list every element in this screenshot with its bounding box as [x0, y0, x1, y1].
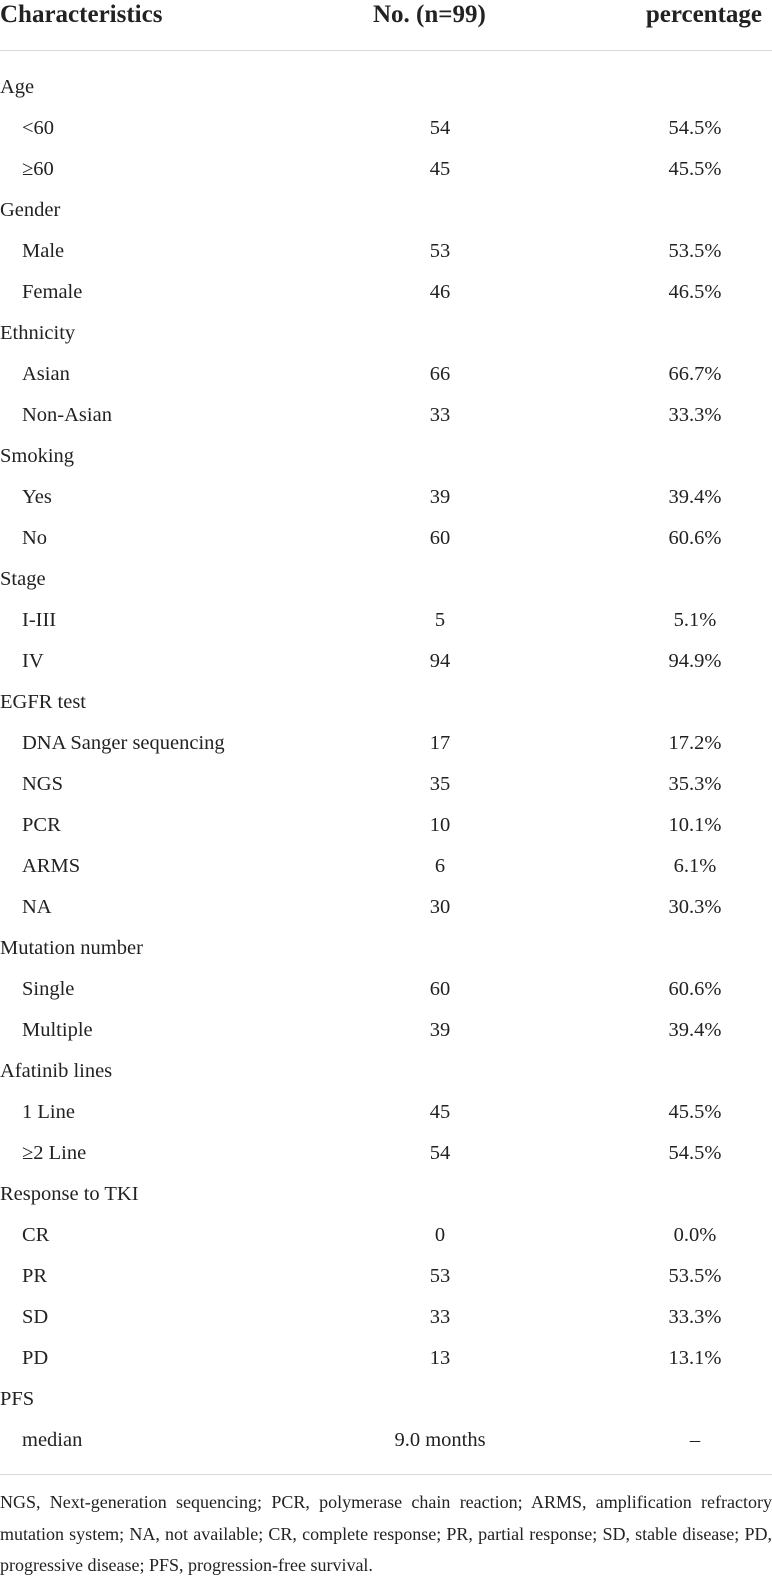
- row-number: 39: [429, 1019, 451, 1041]
- row-label: SD: [22, 1306, 49, 1328]
- table-group-row: [0, 559, 772, 600]
- table-group-row: [0, 313, 772, 354]
- row-label: Asian: [22, 363, 70, 385]
- group-label: Response to TKI: [0, 1183, 139, 1205]
- row-number: 35: [429, 773, 451, 795]
- table-group-row: [0, 190, 772, 231]
- row-number: 13: [429, 1347, 451, 1369]
- row-label: ARMS: [22, 855, 81, 877]
- group-label: Stage: [0, 568, 46, 590]
- table-row: [0, 518, 772, 559]
- row-percentage: 60.6%: [668, 978, 722, 1000]
- row-number: 60: [429, 527, 451, 549]
- row-percentage: 5.1%: [673, 609, 717, 631]
- table-group-row: [0, 682, 772, 723]
- table-row: [0, 723, 772, 764]
- row-percentage: 13.1%: [668, 1347, 722, 1369]
- table-row: [0, 1338, 772, 1379]
- row-label: median: [22, 1429, 83, 1451]
- row-percentage: 10.1%: [668, 814, 722, 836]
- row-label: CR: [22, 1224, 50, 1246]
- group-label: Afatinib lines: [0, 1060, 113, 1082]
- group-label: Age: [0, 76, 35, 98]
- row-number: 10: [429, 814, 451, 836]
- table-row: [0, 108, 772, 149]
- row-percentage: –: [689, 1429, 701, 1451]
- group-label: Mutation number: [0, 937, 143, 959]
- table-row: [0, 477, 772, 518]
- table-row: [0, 1133, 772, 1174]
- table-row: [0, 1420, 772, 1461]
- row-percentage: 45.5%: [668, 158, 722, 180]
- group-label: Gender: [0, 199, 61, 221]
- row-number: 5: [434, 609, 446, 631]
- table-group-row: [0, 1174, 772, 1215]
- row-number: 66: [429, 363, 451, 385]
- row-label: I-III: [22, 609, 57, 631]
- table-row: [0, 805, 772, 846]
- header-characteristics: Characteristics: [0, 1, 163, 28]
- table-row: [0, 846, 772, 887]
- row-percentage: 60.6%: [668, 527, 722, 549]
- table-group-row: [0, 1379, 772, 1420]
- row-percentage: 54.5%: [668, 117, 722, 139]
- group-label: PFS: [0, 1388, 35, 1410]
- group-label: EGFR test: [0, 691, 86, 713]
- table-row: [0, 887, 772, 928]
- row-number: 53: [429, 240, 451, 262]
- table-body: [0, 67, 772, 1461]
- row-number: 60: [429, 978, 451, 1000]
- row-label: Single: [22, 978, 75, 1000]
- row-number: 54: [429, 117, 451, 139]
- row-number: 6: [434, 855, 446, 877]
- table-header: [0, 0, 772, 51]
- row-percentage: 30.3%: [668, 896, 722, 918]
- row-number: 46: [429, 281, 451, 303]
- table-row: [0, 1215, 772, 1256]
- row-percentage: 0.0%: [673, 1224, 717, 1246]
- row-number: 45: [429, 1101, 451, 1123]
- row-number: 94: [429, 650, 451, 672]
- table-row: [0, 1092, 772, 1133]
- row-number: 9.0 months: [394, 1429, 486, 1451]
- table-row: [0, 600, 772, 641]
- row-label: Multiple: [22, 1019, 93, 1041]
- row-percentage: 46.5%: [668, 281, 722, 303]
- row-label: Non-Asian: [22, 404, 112, 426]
- table-group-row: [0, 436, 772, 477]
- row-number: 54: [429, 1142, 451, 1164]
- row-label: <60: [22, 117, 55, 139]
- row-label: Yes: [22, 486, 52, 508]
- row-label: PCR: [22, 814, 61, 836]
- table-row: [0, 395, 772, 436]
- table-row: [0, 969, 772, 1010]
- table-group-row: [0, 928, 772, 969]
- row-percentage: 53.5%: [668, 1265, 722, 1287]
- row-number: 30: [429, 896, 451, 918]
- row-label: Male: [22, 240, 65, 262]
- row-label: Female: [22, 281, 83, 303]
- table-footnote: NGS, Next-generation sequencing; PCR, polymerase chain reaction; ARMS, amplification refractory mutation system; NA, not available; CR, complete response; PR, partial response; SD, stable disease; PD, progressive disease; PFS, progression-free survival.: [0, 1492, 772, 1575]
- group-label: Ethnicity: [0, 322, 76, 344]
- row-label: ≥2 Line: [22, 1142, 87, 1164]
- table-row: [0, 764, 772, 805]
- table-row: [0, 1010, 772, 1051]
- row-label: NGS: [22, 773, 64, 795]
- table-row: [0, 272, 772, 313]
- row-percentage: 33.3%: [668, 1306, 722, 1328]
- row-percentage: 66.7%: [668, 363, 722, 385]
- header-number: No. (n=99): [373, 1, 486, 28]
- table-bottom-rule: [0, 1474, 772, 1475]
- row-percentage: 17.2%: [668, 732, 722, 754]
- group-label: Smoking: [0, 445, 75, 467]
- row-percentage: 45.5%: [668, 1101, 722, 1123]
- table-row: [0, 354, 772, 395]
- table-row: [0, 641, 772, 682]
- row-percentage: 6.1%: [673, 855, 717, 877]
- row-label: NA: [22, 896, 52, 918]
- row-percentage: 54.5%: [668, 1142, 722, 1164]
- row-percentage: 53.5%: [668, 240, 722, 262]
- row-percentage: 39.4%: [668, 486, 722, 508]
- row-label: DNA Sanger sequencing: [22, 732, 225, 754]
- row-percentage: 94.9%: [668, 650, 722, 672]
- row-number: 0: [434, 1224, 446, 1246]
- row-label: No: [22, 527, 48, 549]
- row-number: 33: [429, 1306, 451, 1328]
- header-percentage: percentage: [645, 1, 762, 28]
- row-number: 45: [429, 158, 451, 180]
- row-label: PR: [22, 1265, 48, 1287]
- row-number: 17: [429, 732, 451, 754]
- row-label: PD: [22, 1347, 49, 1369]
- table-group-row: [0, 1051, 772, 1092]
- table-row: [0, 149, 772, 190]
- row-label: ≥60: [22, 158, 54, 180]
- table-row: [0, 1256, 772, 1297]
- row-label: 1 Line: [22, 1101, 75, 1123]
- row-percentage: 33.3%: [668, 404, 722, 426]
- row-label: IV: [22, 650, 44, 672]
- table-row: [0, 231, 772, 272]
- row-number: 39: [429, 486, 451, 508]
- row-number: 33: [429, 404, 451, 426]
- table-row: [0, 1297, 772, 1338]
- row-number: 53: [429, 1265, 451, 1287]
- row-percentage: 35.3%: [668, 773, 722, 795]
- table-group-row: [0, 67, 772, 108]
- row-percentage: 39.4%: [668, 1019, 722, 1041]
